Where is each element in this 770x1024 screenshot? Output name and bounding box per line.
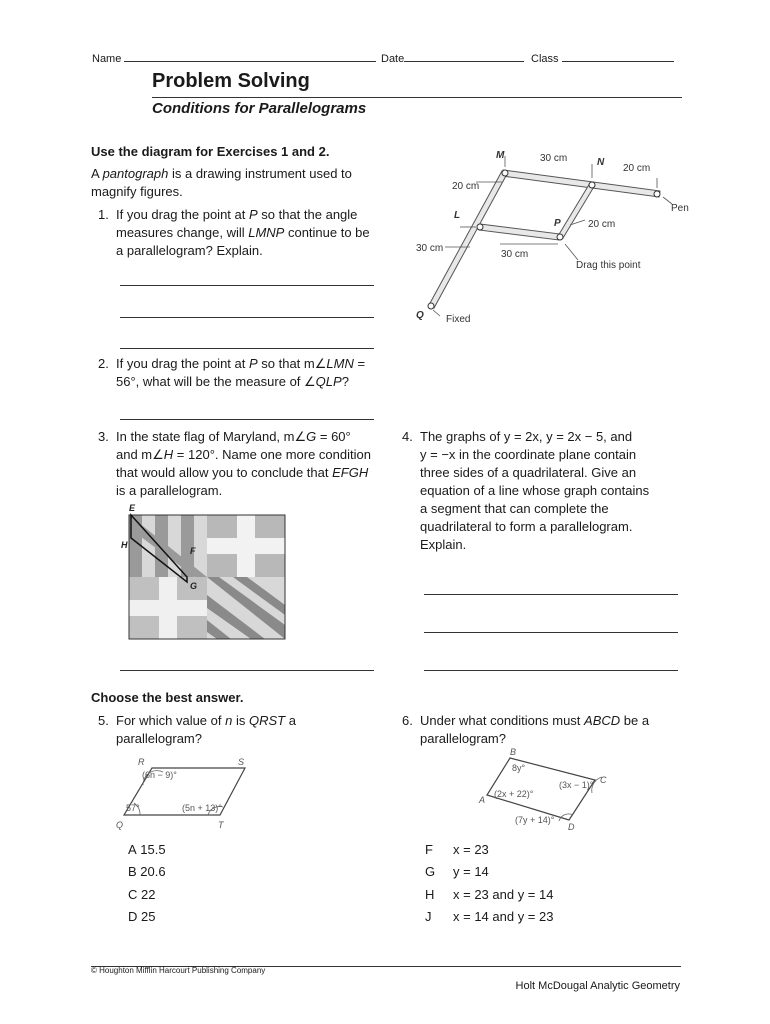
abcd-label-a: A xyxy=(479,795,486,805)
section1-instruction: Use the diagram for Exercises 1 and 2. xyxy=(91,144,330,159)
q3-answer-line[interactable] xyxy=(120,670,374,671)
pantograph-intro: A pantograph is a drawing instrument used to magnify figures. xyxy=(91,166,352,199)
q6-choice-f[interactable]: F x = 23 xyxy=(425,842,489,857)
q2-text: If you drag the point at P so that m∠LMN = 56°, what will be the measure of ∠QLP? xyxy=(116,356,366,389)
length-lq: 30 cm xyxy=(416,243,444,254)
header-date xyxy=(381,50,524,65)
q6-number: 6. xyxy=(402,713,413,728)
footer-copyright: © Houghton Mifflin Harcourt Publishing Company xyxy=(91,966,266,975)
page-title: Problem Solving xyxy=(152,70,310,92)
class-field[interactable] xyxy=(562,50,674,62)
abcd-angle-b: 8y° xyxy=(512,763,526,773)
q1-answer-line-2[interactable] xyxy=(120,317,374,318)
q2-number: 2. xyxy=(98,356,109,371)
header-class xyxy=(531,50,674,65)
label-pen: Pen xyxy=(671,203,689,214)
qrst-angle-r: (6n − 9)° xyxy=(142,770,177,780)
flag-label-g: G xyxy=(190,581,198,591)
q6-choice-j[interactable]: J x = 14 and y = 23 xyxy=(425,909,554,924)
q4-text: The graphs of y = 2x, y = 2x − 5, and y = −x in the coordinate plane contain three sides of a quadrilateral. Give an equation of a line whose graph contains a segment that can complete the quadrilateral to form a parallelogram. Explain. xyxy=(420,429,650,552)
q4-answer-line-3[interactable] xyxy=(424,670,678,671)
label-q: Q xyxy=(416,310,424,321)
footer-book-title: Holt McDougal Analytic Geometry xyxy=(515,980,680,992)
label-p: P xyxy=(554,218,561,229)
q4-number: 4. xyxy=(402,429,413,444)
qrst-angle-q: 57° xyxy=(126,803,140,813)
q4-answer-line-2[interactable] xyxy=(424,632,678,633)
q1-answer-line-1[interactable] xyxy=(120,285,374,286)
abcd-diagram xyxy=(475,745,625,835)
section2-instruction: Choose the best answer. xyxy=(91,690,244,705)
qrst-label-t: T xyxy=(218,820,224,830)
abcd-label-c: C xyxy=(600,775,607,785)
q5-choice-a[interactable]: A 15.5 xyxy=(128,842,166,857)
class-label: Class xyxy=(531,53,559,65)
qrst-angle-t: (5n + 13)° xyxy=(182,803,222,813)
length-np: 20 cm xyxy=(588,219,616,230)
q1-number: 1. xyxy=(98,207,109,222)
length-ml: 20 cm xyxy=(452,181,480,192)
flag-label-f: F xyxy=(190,546,196,556)
q6-choice-h[interactable]: H x = 23 and y = 14 xyxy=(425,887,554,902)
date-field[interactable] xyxy=(404,50,524,62)
abcd-label-d: D xyxy=(568,822,575,832)
qrst-label-s: S xyxy=(238,757,245,767)
abcd-label-b: B xyxy=(510,747,517,757)
label-n: N xyxy=(597,157,605,168)
title-rule xyxy=(152,97,682,98)
abcd-angle-a: (2x + 22)° xyxy=(494,789,534,799)
q5-choice-b[interactable]: B 20.6 xyxy=(128,864,166,879)
length-n-pen: 20 cm xyxy=(623,163,651,174)
label-drag: Drag this point xyxy=(576,260,641,271)
q6-text: Under what conditions must ABCD be a parallelogram? xyxy=(420,713,650,746)
maryland-flag-diagram xyxy=(115,500,290,645)
header-name xyxy=(92,50,376,65)
q2-answer-line[interactable] xyxy=(120,419,374,420)
abcd-angle-c: (3x − 1)° xyxy=(559,780,594,790)
length-lp: 30 cm xyxy=(501,249,529,260)
page-subtitle: Conditions for Parallelograms xyxy=(152,100,367,117)
q1-text: If you drag the point at P so that the angle measures change, will LMNP continue to be a parallelogram? Explain. xyxy=(116,207,370,258)
abcd-angle-d: (7y + 14)° xyxy=(515,815,555,825)
flag-label-e: E xyxy=(129,503,136,513)
q3-text: In the state flag of Maryland, m∠G = 60° and m∠H = 120°. Name one more condition that would allow you to conclude that EFGH is a parallelogram. xyxy=(116,429,371,498)
q5-choice-c[interactable]: C 22 xyxy=(128,887,156,902)
q6-choice-g[interactable]: G y = 14 xyxy=(425,864,489,879)
q1-answer-line-3[interactable] xyxy=(120,348,374,349)
q4-answer-line-1[interactable] xyxy=(424,594,678,595)
name-field[interactable] xyxy=(124,50,376,62)
label-fixed: Fixed xyxy=(446,314,471,325)
date-label: Date xyxy=(381,53,405,65)
pantograph-diagram xyxy=(410,140,700,330)
qrst-diagram xyxy=(110,755,270,835)
q5-number: 5. xyxy=(98,713,109,728)
length-mn: 30 cm xyxy=(540,153,568,164)
flag-label-h: H xyxy=(121,540,128,550)
q5-choice-d[interactable]: D 25 xyxy=(128,909,156,924)
qrst-label-r: R xyxy=(138,757,145,767)
q5-text: For which value of n is QRST a parallelogram? xyxy=(116,713,296,746)
name-label: Name xyxy=(92,53,122,65)
q3-number: 3. xyxy=(98,429,109,444)
label-l: L xyxy=(454,210,461,221)
qrst-label-q: Q xyxy=(116,820,124,830)
label-m: M xyxy=(496,150,505,161)
